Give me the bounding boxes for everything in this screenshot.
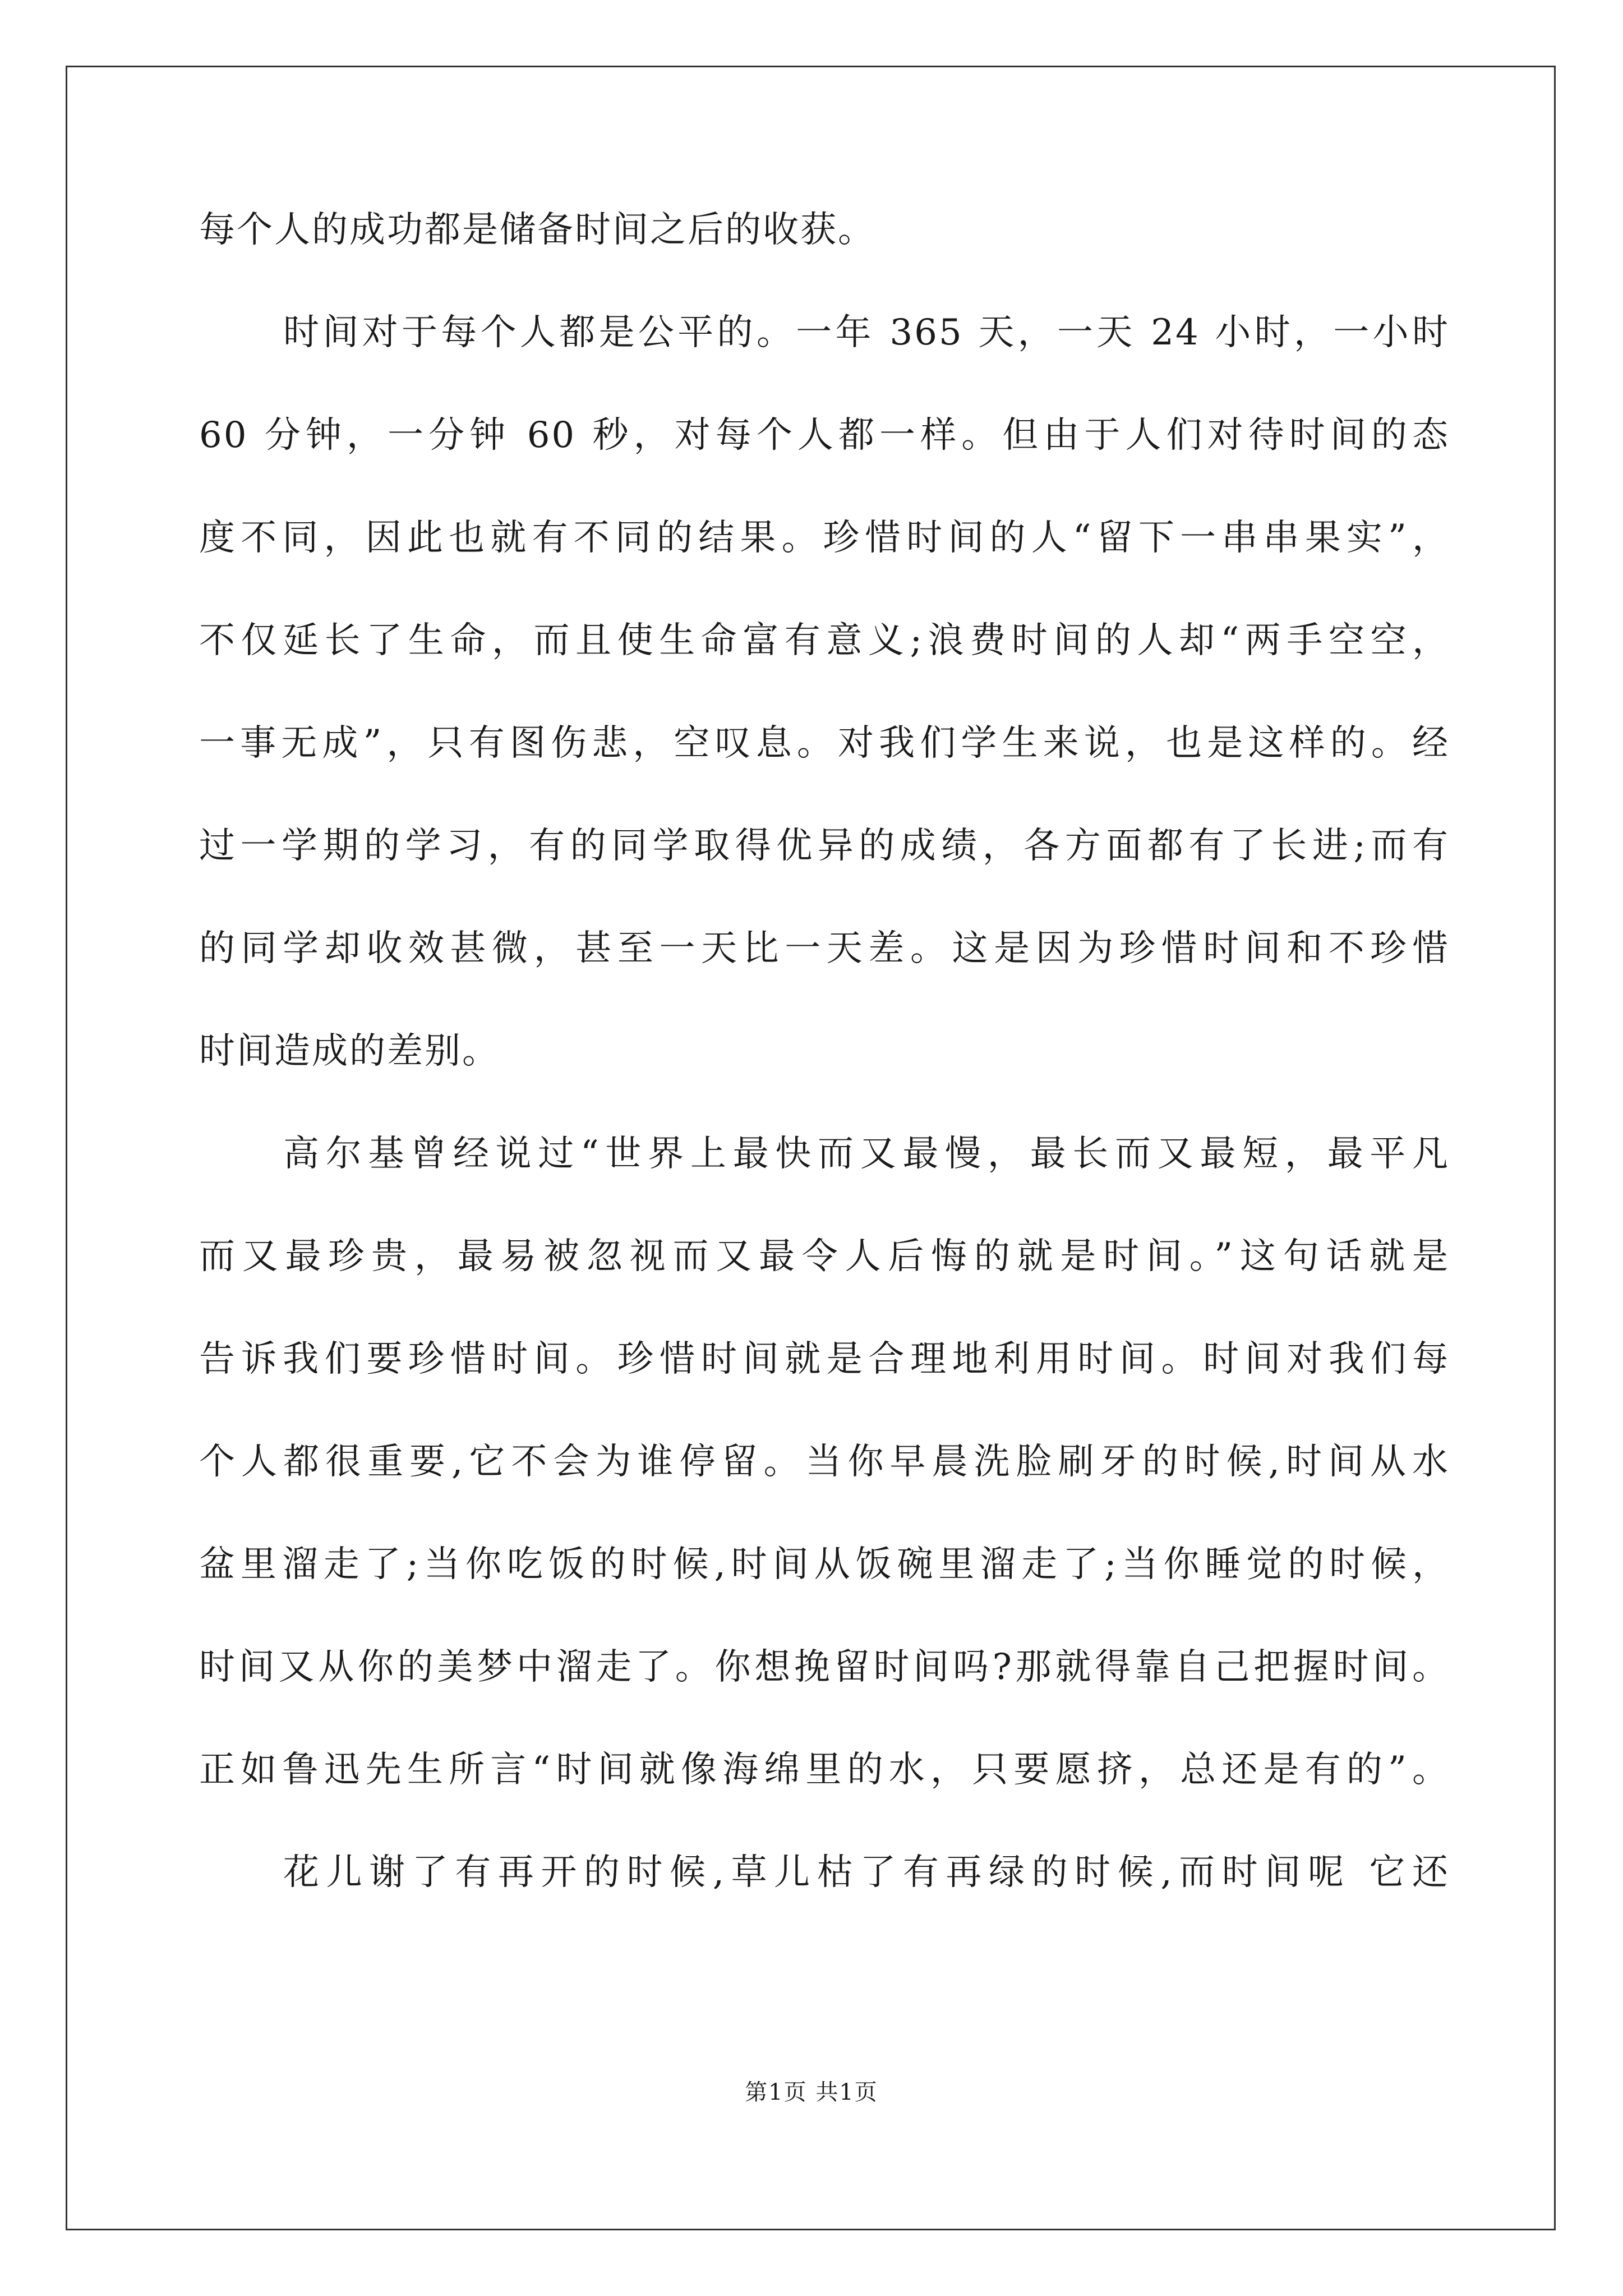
text-line: 不仅延长了生命，而且使生命富有意义;浪费时间的人却“两手空空， xyxy=(199,620,1450,661)
text-line: 个人都很重要,它不会为谁停留。当你早晨洗脸刷牙的时候,时间从水 xyxy=(199,1441,1450,1483)
text-line: 告诉我们要珍惜时间。珍惜时间就是合理地利用时间。时间对我们每 xyxy=(199,1338,1450,1380)
text-line: 时间又从你的美梦中溜走了。你想挽留时间吗?那就得靠自己把握时间。 xyxy=(199,1646,1450,1688)
paragraph-start-line: 时间对于每个人都是公平的。一年 365 天，一天 24 小时，一小时 xyxy=(283,312,1450,353)
text-line: 度不同，因此也就有不同的结果。珍惜时间的人“留下一串串果实”， xyxy=(199,517,1450,559)
text-line: 60 分钟，一分钟 60 秒，对每个人都一样。但由于人们对待时间的态 xyxy=(199,415,1450,456)
text-line: 而又最珍贵，最易被忽视而又最令人后悔的就是时间。”这句话就是 xyxy=(199,1236,1450,1277)
text-line: 过一学期的学习，有的同学取得优异的成绩，各方面都有了长进;而有 xyxy=(199,825,1450,867)
paragraph-start-line: 高尔基曾经说过“世界上最快而又最慢，最长而又最短，最平凡 xyxy=(283,1133,1450,1175)
paragraph-start-line: 花儿谢了有再开的时候,草儿枯了有再绿的时候,而时间呢 它还 xyxy=(283,1852,1450,1893)
text-line: 的同学却收效甚微，甚至一天比一天差。这是因为珍惜时间和不珍惜 xyxy=(199,928,1450,969)
text-line: 盆里溜走了;当你吃饭的时候,时间从饭碗里溜走了;当你睡觉的时候， xyxy=(199,1544,1450,1585)
text-line: 每个人的成功都是储备时间之后的收获。 xyxy=(199,209,875,251)
text-line: 时间造成的差别。 xyxy=(199,1030,500,1072)
text-line: 正如鲁迅先生所言“时间就像海绵里的水，只要愿挤，总还是有的”。 xyxy=(199,1749,1450,1791)
page-footer: 第1页 共1页 xyxy=(745,2079,878,2105)
text-line: 一事无成”，只有图伤悲，空叹息。对我们学生来说，也是这样的。经 xyxy=(199,723,1450,764)
